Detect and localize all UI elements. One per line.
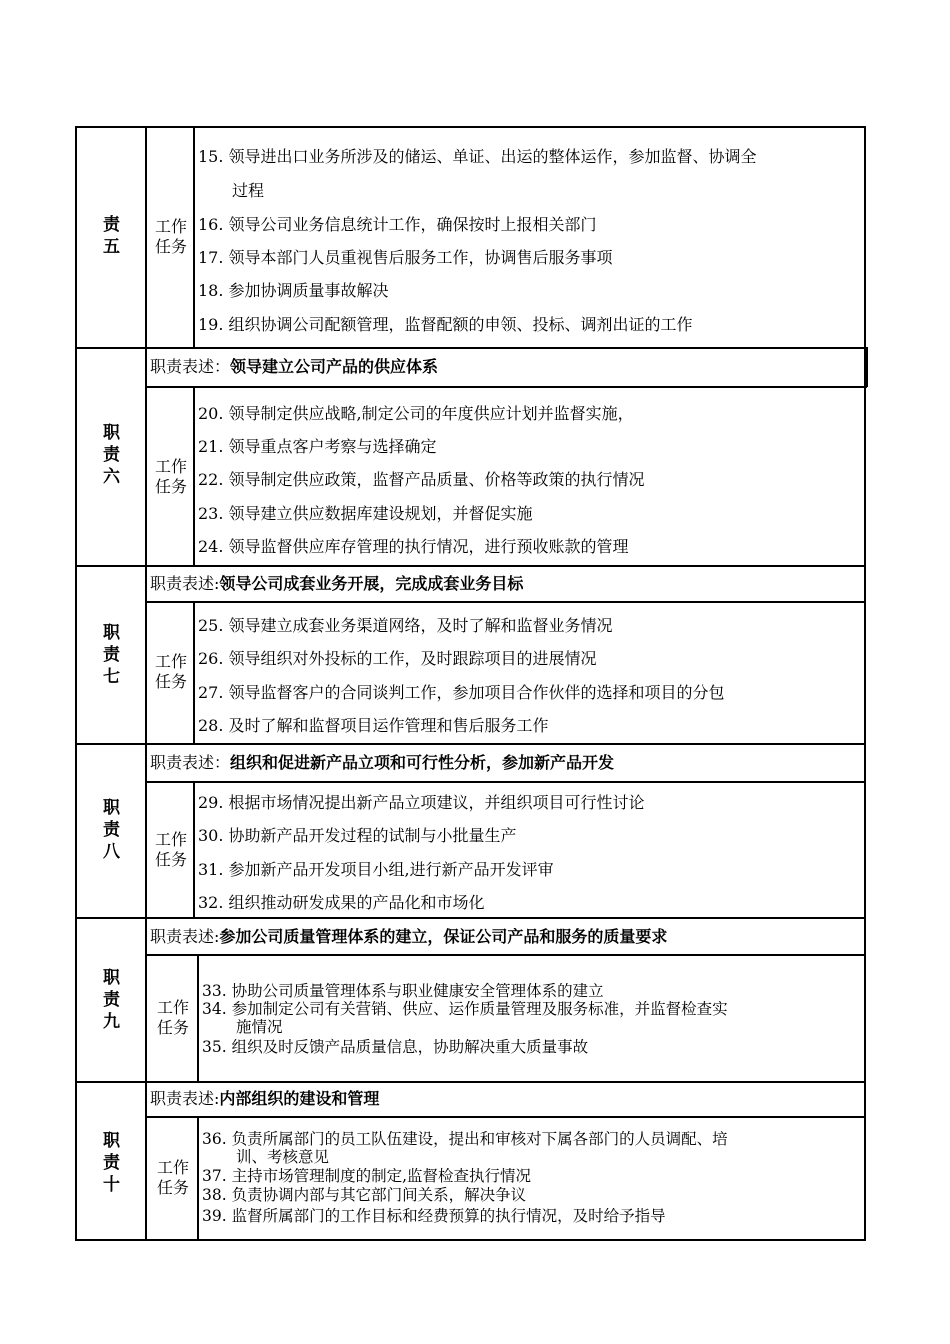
task-item: 34. 参加制定公司有关营销、供应、运作质量管理及服务标准，并监督检查实	[202, 1000, 728, 1018]
task-item-continuation: 训、考核意见	[236, 1148, 330, 1166]
task-item: 24. 领导监督供应库存管理的执行情况，进行预收账款的管理	[198, 537, 629, 556]
section-separator	[75, 1081, 866, 1083]
table-border-right	[864, 126, 866, 1241]
duty-description: 职责表述:内部组织的建设和管理	[150, 1089, 380, 1108]
desc-row-right-edge	[866, 347, 868, 387]
task-item: 32. 组织推动研发成果的产品化和市场化	[198, 893, 485, 912]
task-item: 16. 领导公司业务信息统计工作，确保按时上报相关部门	[198, 215, 597, 234]
task-item: 27. 领导监督客户的合同谈判工作，参加项目合作伙伴的选择和项目的分包	[198, 683, 725, 702]
desc-separator	[145, 386, 867, 388]
desc-separator	[145, 601, 866, 603]
table-border-bottom	[75, 1239, 866, 1241]
task-label: 工作 任务	[154, 217, 187, 256]
task-item: 22. 领导制定供应政策，监督产品质量、价格等政策的执行情况	[198, 470, 645, 489]
task-label: 工作 任务	[154, 457, 187, 496]
task-item: 30. 协助新产品开发过程的试制与小批量生产	[198, 826, 517, 845]
task-item: 36. 负责所属部门的员工队伍建设，提出和审核对下属各部门的人员调配、培	[202, 1130, 728, 1148]
task-item: 26. 领导组织对外投标的工作，及时跟踪项目的进展情况	[198, 649, 597, 668]
task-label: 工作 任务	[154, 652, 187, 691]
task-item: 28. 及时了解和监督项目运作管理和售后服务工作	[198, 716, 549, 735]
section-label: 责 五	[103, 215, 120, 257]
task-item: 25. 领导建立成套业务渠道网络，及时了解和监督业务情况	[198, 616, 613, 635]
desc-separator	[145, 781, 866, 783]
task-item: 37. 主持市场管理制度的制定,监督检查执行情况	[202, 1167, 532, 1185]
task-item: 19. 组织协调公司配额管理，监督配额的申领、投标、调剂出证的工作	[198, 315, 693, 334]
section-label: 职 责 八	[103, 798, 120, 862]
task-item-continuation: 施情况	[236, 1018, 283, 1036]
task-item: 29. 根据市场情况提出新产品立项建议，并组织项目可行性讨论	[198, 793, 645, 812]
desc-separator	[145, 1116, 866, 1118]
duty-description: 职责表述：组织和促进新产品立项和可行性分析，参加新产品开发	[150, 753, 615, 772]
section-label: 职 责 六	[103, 423, 120, 487]
task-item: 23. 领导建立供应数据库建设规划，并督促实施	[198, 504, 533, 523]
duty-description: 职责表述:参加公司质量管理体系的建立，保证公司产品和服务的质量要求	[150, 927, 668, 946]
task-label: 工作 任务	[156, 1158, 189, 1197]
task-item: 31. 参加新产品开发项目小组,进行新产品开发评审	[198, 860, 554, 879]
task-item: 35. 组织及时反馈产品质量信息，协助解决重大质量事故	[202, 1038, 589, 1056]
task-item: 33. 协助公司质量管理体系与职业健康安全管理体系的建立	[202, 982, 604, 1000]
task-item-continuation: 过程	[232, 181, 265, 200]
task-item: 18. 参加协调质量事故解决	[198, 281, 389, 300]
task-item: 39. 监督所属部门的工作目标和经费预算的执行情况，及时给予指导	[202, 1207, 666, 1225]
task-item: 21. 领导重点客户考察与选择确定	[198, 437, 437, 456]
desc-separator	[145, 954, 866, 956]
task-label: 工作 任务	[156, 998, 189, 1037]
section-label: 职 责 七	[103, 623, 120, 687]
task-item: 15. 领导进出口业务所涉及的储运、单证、出运的整体运作，参加监督、协调全	[198, 147, 757, 166]
duty-description: 职责表述：领导建立公司产品的供应体系	[150, 357, 439, 376]
task-label: 工作 任务	[154, 830, 187, 869]
task-item: 38. 负责协调内部与其它部门间关系，解决争议	[202, 1186, 527, 1204]
task-item: 17. 领导本部门人员重视售后服务工作，协调售后服务事项	[198, 248, 613, 267]
section-label: 职 责 十	[103, 1131, 120, 1195]
duty-description: 职责表述:领导公司成套业务开展，完成成套业务目标	[150, 574, 524, 593]
section-label: 职 责 九	[103, 968, 120, 1032]
task-item: 20. 领导制定供应战略,制定公司的年度供应计划并监督实施，	[198, 404, 634, 423]
